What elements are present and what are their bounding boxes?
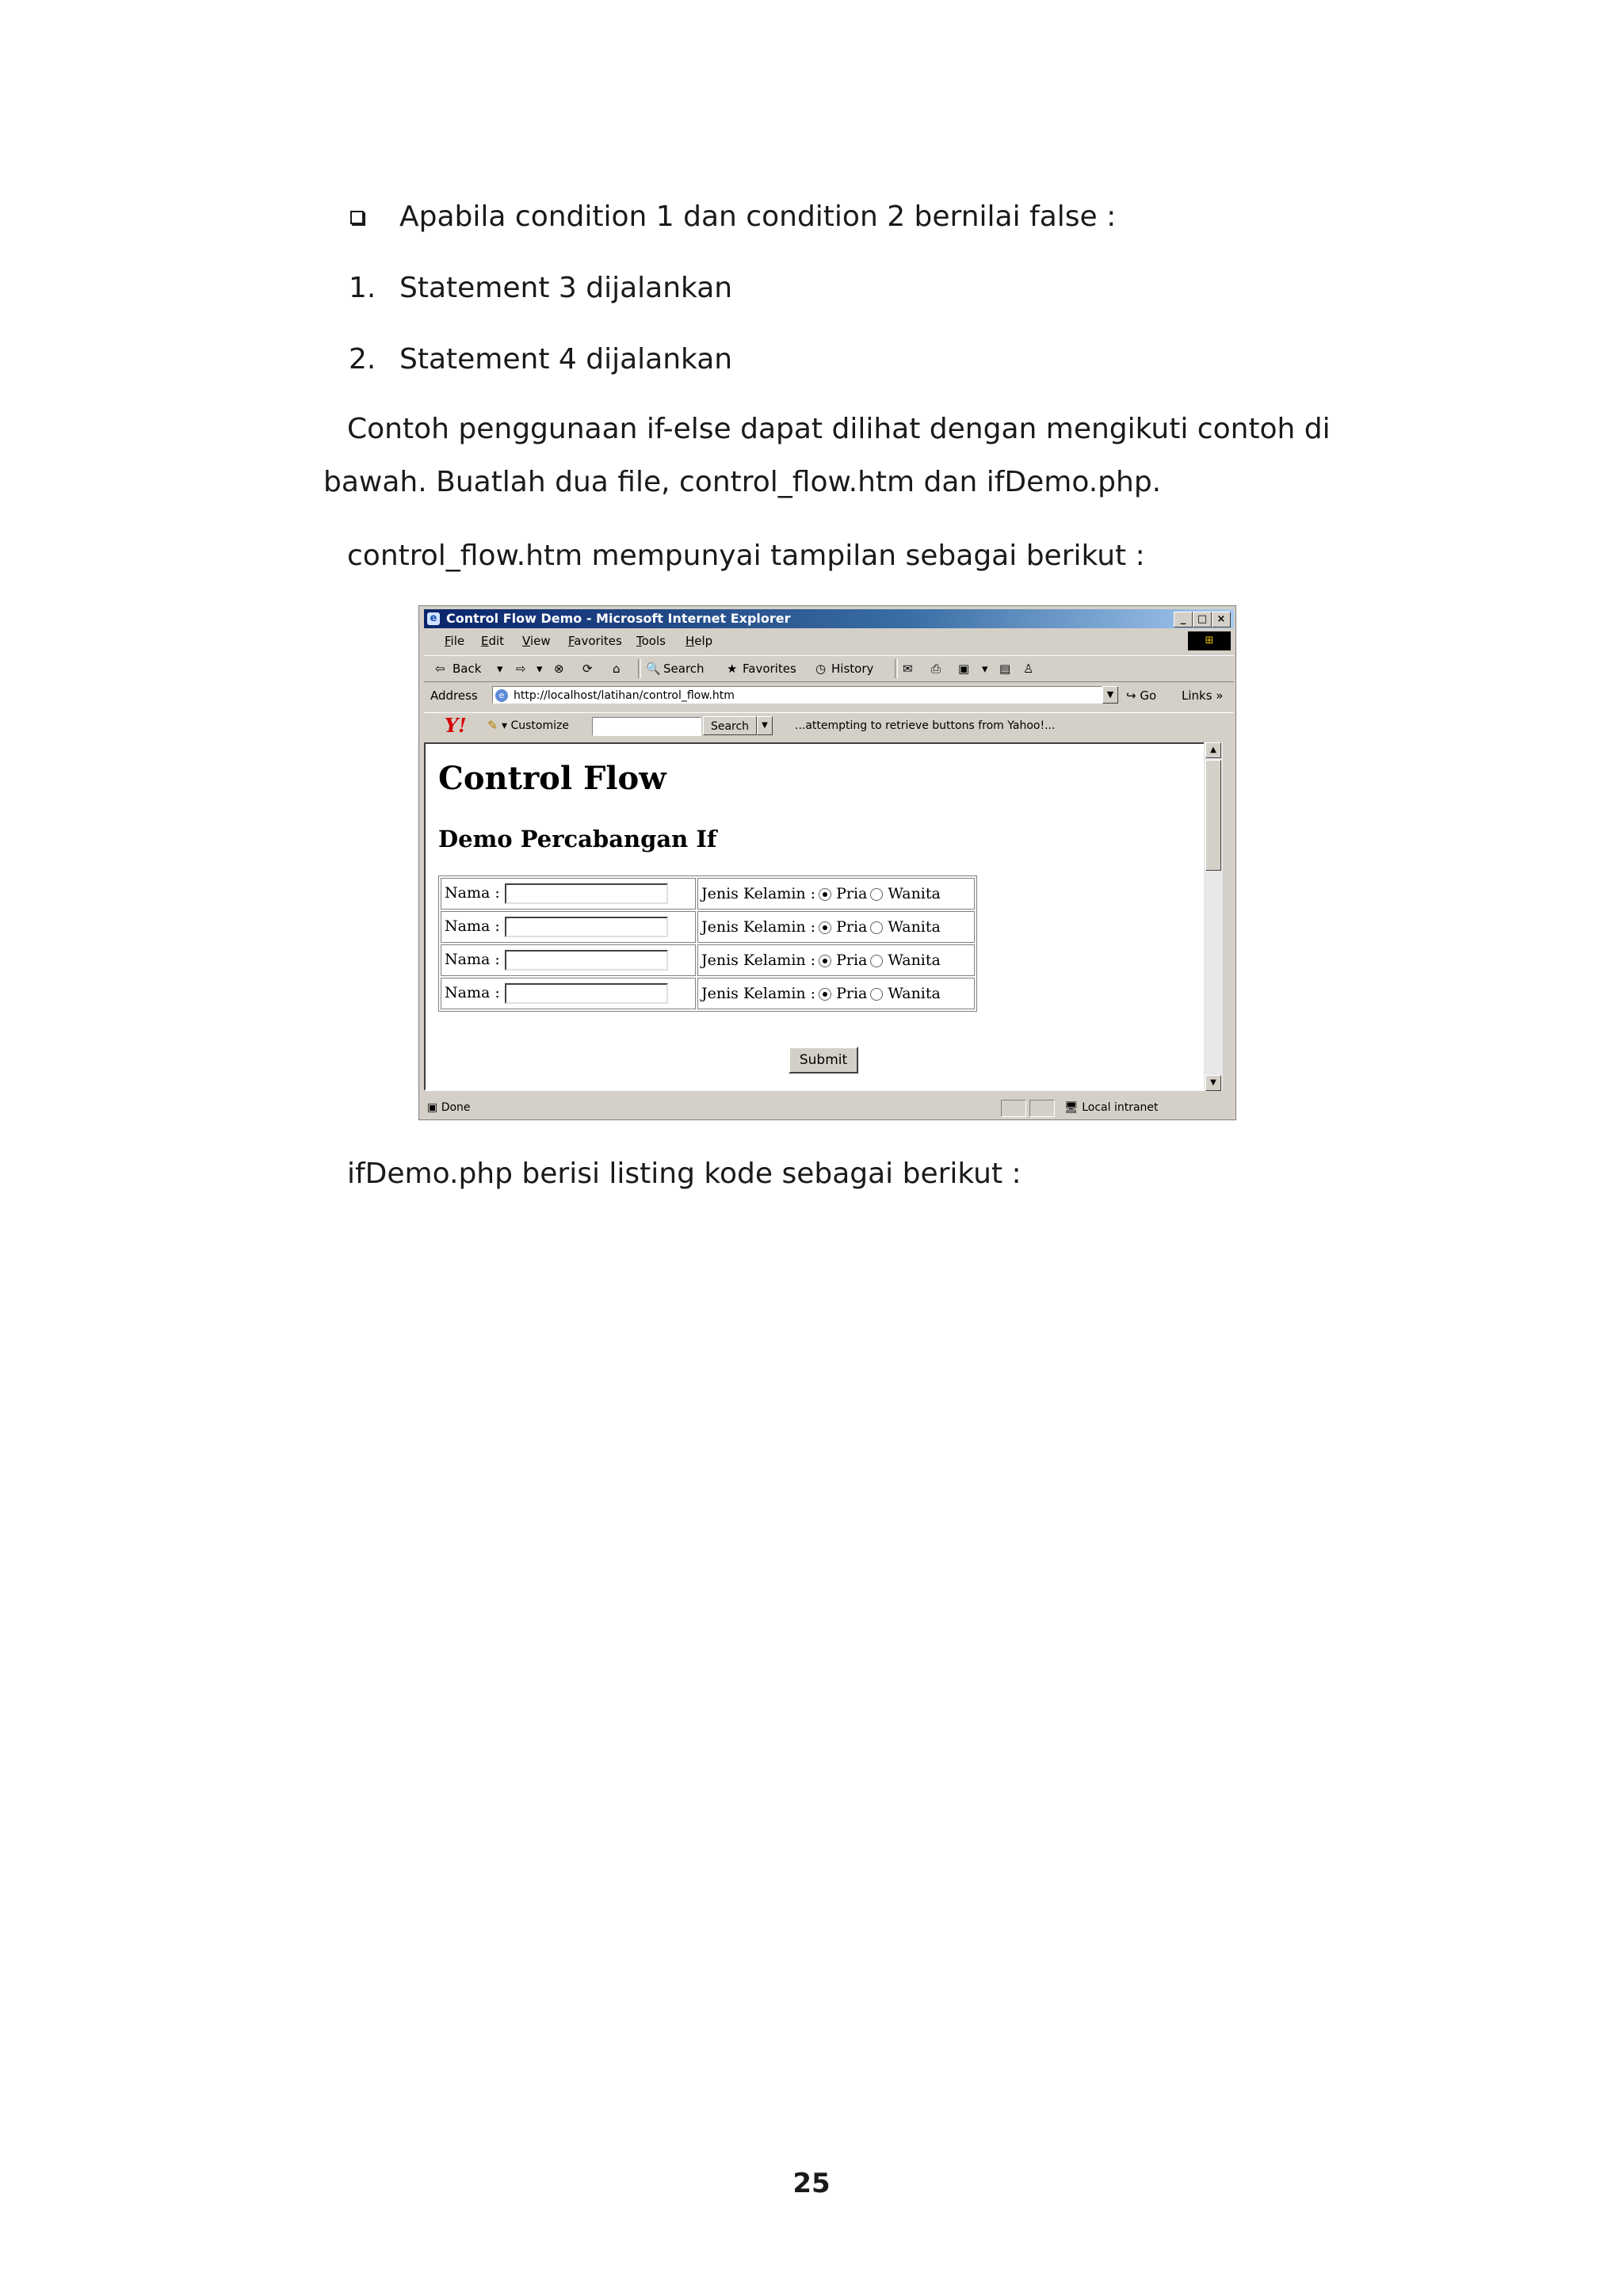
option-pria: Pria bbox=[836, 985, 868, 1002]
intranet-icon: 🖥 bbox=[1064, 1101, 1079, 1114]
menu-view[interactable]: View bbox=[522, 634, 551, 648]
menu-bar bbox=[424, 630, 1234, 652]
list-item-2: Statement 4 dijalankan bbox=[399, 343, 733, 376]
menu-favorites[interactable]: Favorites bbox=[568, 634, 622, 648]
option-wanita: Wanita bbox=[888, 918, 941, 936]
back-button[interactable]: Back bbox=[453, 662, 482, 676]
pencil-icon[interactable]: ✎ bbox=[487, 718, 498, 733]
bullet-square-icon bbox=[350, 211, 364, 224]
radio-pria[interactable] bbox=[819, 955, 831, 967]
radio-wanita[interactable] bbox=[870, 988, 883, 1001]
name-input[interactable] bbox=[505, 883, 668, 904]
gender-label: Jenis Kelamin : bbox=[701, 918, 816, 936]
yahoo-search-input[interactable] bbox=[592, 717, 701, 736]
name-label: Nama : bbox=[445, 984, 500, 1001]
go-arrow-icon: ↪ bbox=[1126, 688, 1136, 703]
status-bar bbox=[424, 1097, 1234, 1118]
page-icon: e bbox=[495, 689, 508, 702]
yahoo-logo[interactable]: Y! bbox=[445, 714, 467, 737]
mail-icon[interactable]: ✉ bbox=[903, 662, 913, 676]
gender-label: Jenis Kelamin : bbox=[701, 952, 816, 969]
go-button[interactable] bbox=[1126, 684, 1156, 707]
scroll-down-icon[interactable]: ▼ bbox=[1205, 1075, 1221, 1091]
back-arrow-icon: ⇦ bbox=[435, 662, 445, 676]
standard-toolbar bbox=[424, 655, 1234, 682]
caption-after-screenshot: ifDemo.php berisi listing kode sebagai berikut : bbox=[347, 1158, 1022, 1190]
stop-icon[interactable]: ⊗ bbox=[554, 662, 564, 676]
search-icon: 🔍 bbox=[646, 662, 661, 676]
option-pria: Pria bbox=[836, 918, 868, 936]
caption-before-screenshot: control_flow.htm mempunyai tampilan sebagai berikut : bbox=[347, 540, 1145, 572]
page-done-icon: ▣ bbox=[427, 1101, 438, 1114]
minimize-button[interactable]: _ bbox=[1174, 612, 1193, 627]
yahoo-status-text: ...attempting to retrieve buttons from Yahoo!... bbox=[795, 719, 1056, 732]
page-number: 25 bbox=[792, 2168, 831, 2199]
discuss-icon[interactable]: ▤ bbox=[999, 662, 1011, 676]
print-icon[interactable]: ⎙ bbox=[931, 662, 941, 676]
form-table bbox=[438, 875, 977, 1012]
browser-window-screenshot bbox=[418, 605, 1236, 1120]
table-row bbox=[441, 978, 975, 1009]
home-icon[interactable]: ⌂ bbox=[613, 662, 621, 676]
ie-logo-icon: e bbox=[427, 612, 440, 625]
name-label: Nama : bbox=[445, 917, 500, 935]
maximize-button[interactable]: □ bbox=[1193, 612, 1212, 627]
vertical-scrollbar[interactable] bbox=[1204, 742, 1223, 1091]
address-bar bbox=[424, 684, 1234, 707]
name-label: Nama : bbox=[445, 951, 500, 968]
radio-pria[interactable] bbox=[819, 921, 831, 934]
edit-icon[interactable]: ▣ bbox=[958, 662, 970, 676]
title-bar bbox=[424, 609, 1234, 628]
radio-pria[interactable] bbox=[819, 988, 831, 1001]
radio-wanita[interactable] bbox=[870, 955, 883, 967]
list-number-2: 2. bbox=[349, 343, 376, 376]
windows-logo-icon: ⊞ bbox=[1188, 631, 1231, 650]
menu-tools[interactable]: Tools bbox=[636, 634, 666, 648]
table-row bbox=[441, 911, 975, 943]
gender-label: Jenis Kelamin : bbox=[701, 985, 816, 1002]
scroll-thumb[interactable] bbox=[1205, 760, 1221, 871]
forward-dropdown-icon[interactable]: ▾ bbox=[537, 662, 543, 676]
customize-button[interactable]: ▾ Customize bbox=[502, 719, 569, 732]
refresh-icon[interactable]: ⟳ bbox=[582, 662, 593, 676]
customize-label: Customize bbox=[510, 719, 569, 732]
address-input[interactable]: http://localhost/latihan/control_flow.htm bbox=[492, 686, 1102, 704]
option-wanita: Wanita bbox=[888, 985, 941, 1002]
status-done-label: Done bbox=[441, 1101, 471, 1114]
back-dropdown-icon[interactable]: ▾ bbox=[497, 662, 503, 676]
history-icon: ◷ bbox=[815, 662, 827, 676]
name-input[interactable] bbox=[505, 983, 668, 1004]
edit-dropdown-icon[interactable]: ▾ bbox=[982, 662, 988, 676]
scroll-up-icon[interactable]: ▲ bbox=[1205, 742, 1221, 758]
page-heading: Control Flow bbox=[438, 760, 666, 797]
favorites-icon: ★ bbox=[727, 662, 738, 676]
page-subheading: Demo Percabangan If bbox=[438, 826, 717, 852]
links-label: Links bbox=[1182, 688, 1212, 703]
forward-icon[interactable]: ⇨ bbox=[516, 662, 526, 676]
submit-button[interactable]: Submit bbox=[789, 1047, 858, 1074]
go-label: Go bbox=[1140, 688, 1157, 703]
window-title: Control Flow Demo - Microsoft Internet Explorer bbox=[446, 611, 791, 626]
table-row bbox=[441, 878, 975, 910]
status-zone bbox=[1064, 1097, 1159, 1118]
search-button[interactable]: Search bbox=[663, 662, 705, 676]
status-done bbox=[427, 1097, 471, 1118]
close-button[interactable]: × bbox=[1212, 612, 1231, 627]
yahoo-search-dropdown-icon[interactable]: ▼ bbox=[757, 716, 773, 735]
option-wanita: Wanita bbox=[888, 952, 941, 969]
menu-edit[interactable]: Edit bbox=[481, 634, 505, 648]
bullet-text: Apabila condition 1 dan condition 2 bernilai false : bbox=[399, 200, 1117, 233]
menu-help[interactable]: Help bbox=[685, 634, 713, 648]
paragraph-line-2: bawah. Buatlah dua file, control_flow.htm dan ifDemo.php. bbox=[323, 466, 1162, 498]
yahoo-toolbar bbox=[424, 712, 1234, 738]
address-label: Address bbox=[430, 688, 478, 703]
option-pria: Pria bbox=[836, 952, 868, 969]
yahoo-search-button[interactable]: Search bbox=[703, 716, 757, 735]
favorites-button[interactable]: Favorites bbox=[743, 662, 796, 676]
history-button[interactable]: History bbox=[831, 662, 874, 676]
paragraph-line-1: Contoh penggunaan if-else dapat dilihat dengan mengikuti contoh di bbox=[347, 413, 1331, 445]
status-zone-label: Local intranet bbox=[1082, 1101, 1159, 1114]
address-dropdown-icon[interactable]: ▼ bbox=[1102, 686, 1118, 704]
gender-label: Jenis Kelamin : bbox=[701, 885, 816, 902]
list-number-1: 1. bbox=[349, 272, 376, 304]
list-item-1: Statement 3 dijalankan bbox=[399, 272, 733, 304]
page-content bbox=[424, 742, 1209, 1091]
name-input[interactable] bbox=[505, 950, 668, 971]
radio-wanita[interactable] bbox=[870, 921, 883, 934]
menu-file[interactable]: File bbox=[445, 634, 465, 648]
links-button[interactable]: Links » bbox=[1182, 688, 1224, 703]
name-input[interactable] bbox=[505, 917, 668, 937]
option-wanita: Wanita bbox=[888, 885, 941, 902]
table-row bbox=[441, 944, 975, 976]
messenger-icon[interactable]: ♙ bbox=[1023, 662, 1034, 676]
option-pria: Pria bbox=[836, 885, 868, 902]
name-label: Nama : bbox=[445, 884, 500, 902]
radio-wanita[interactable] bbox=[870, 888, 883, 901]
radio-pria[interactable] bbox=[819, 888, 831, 901]
